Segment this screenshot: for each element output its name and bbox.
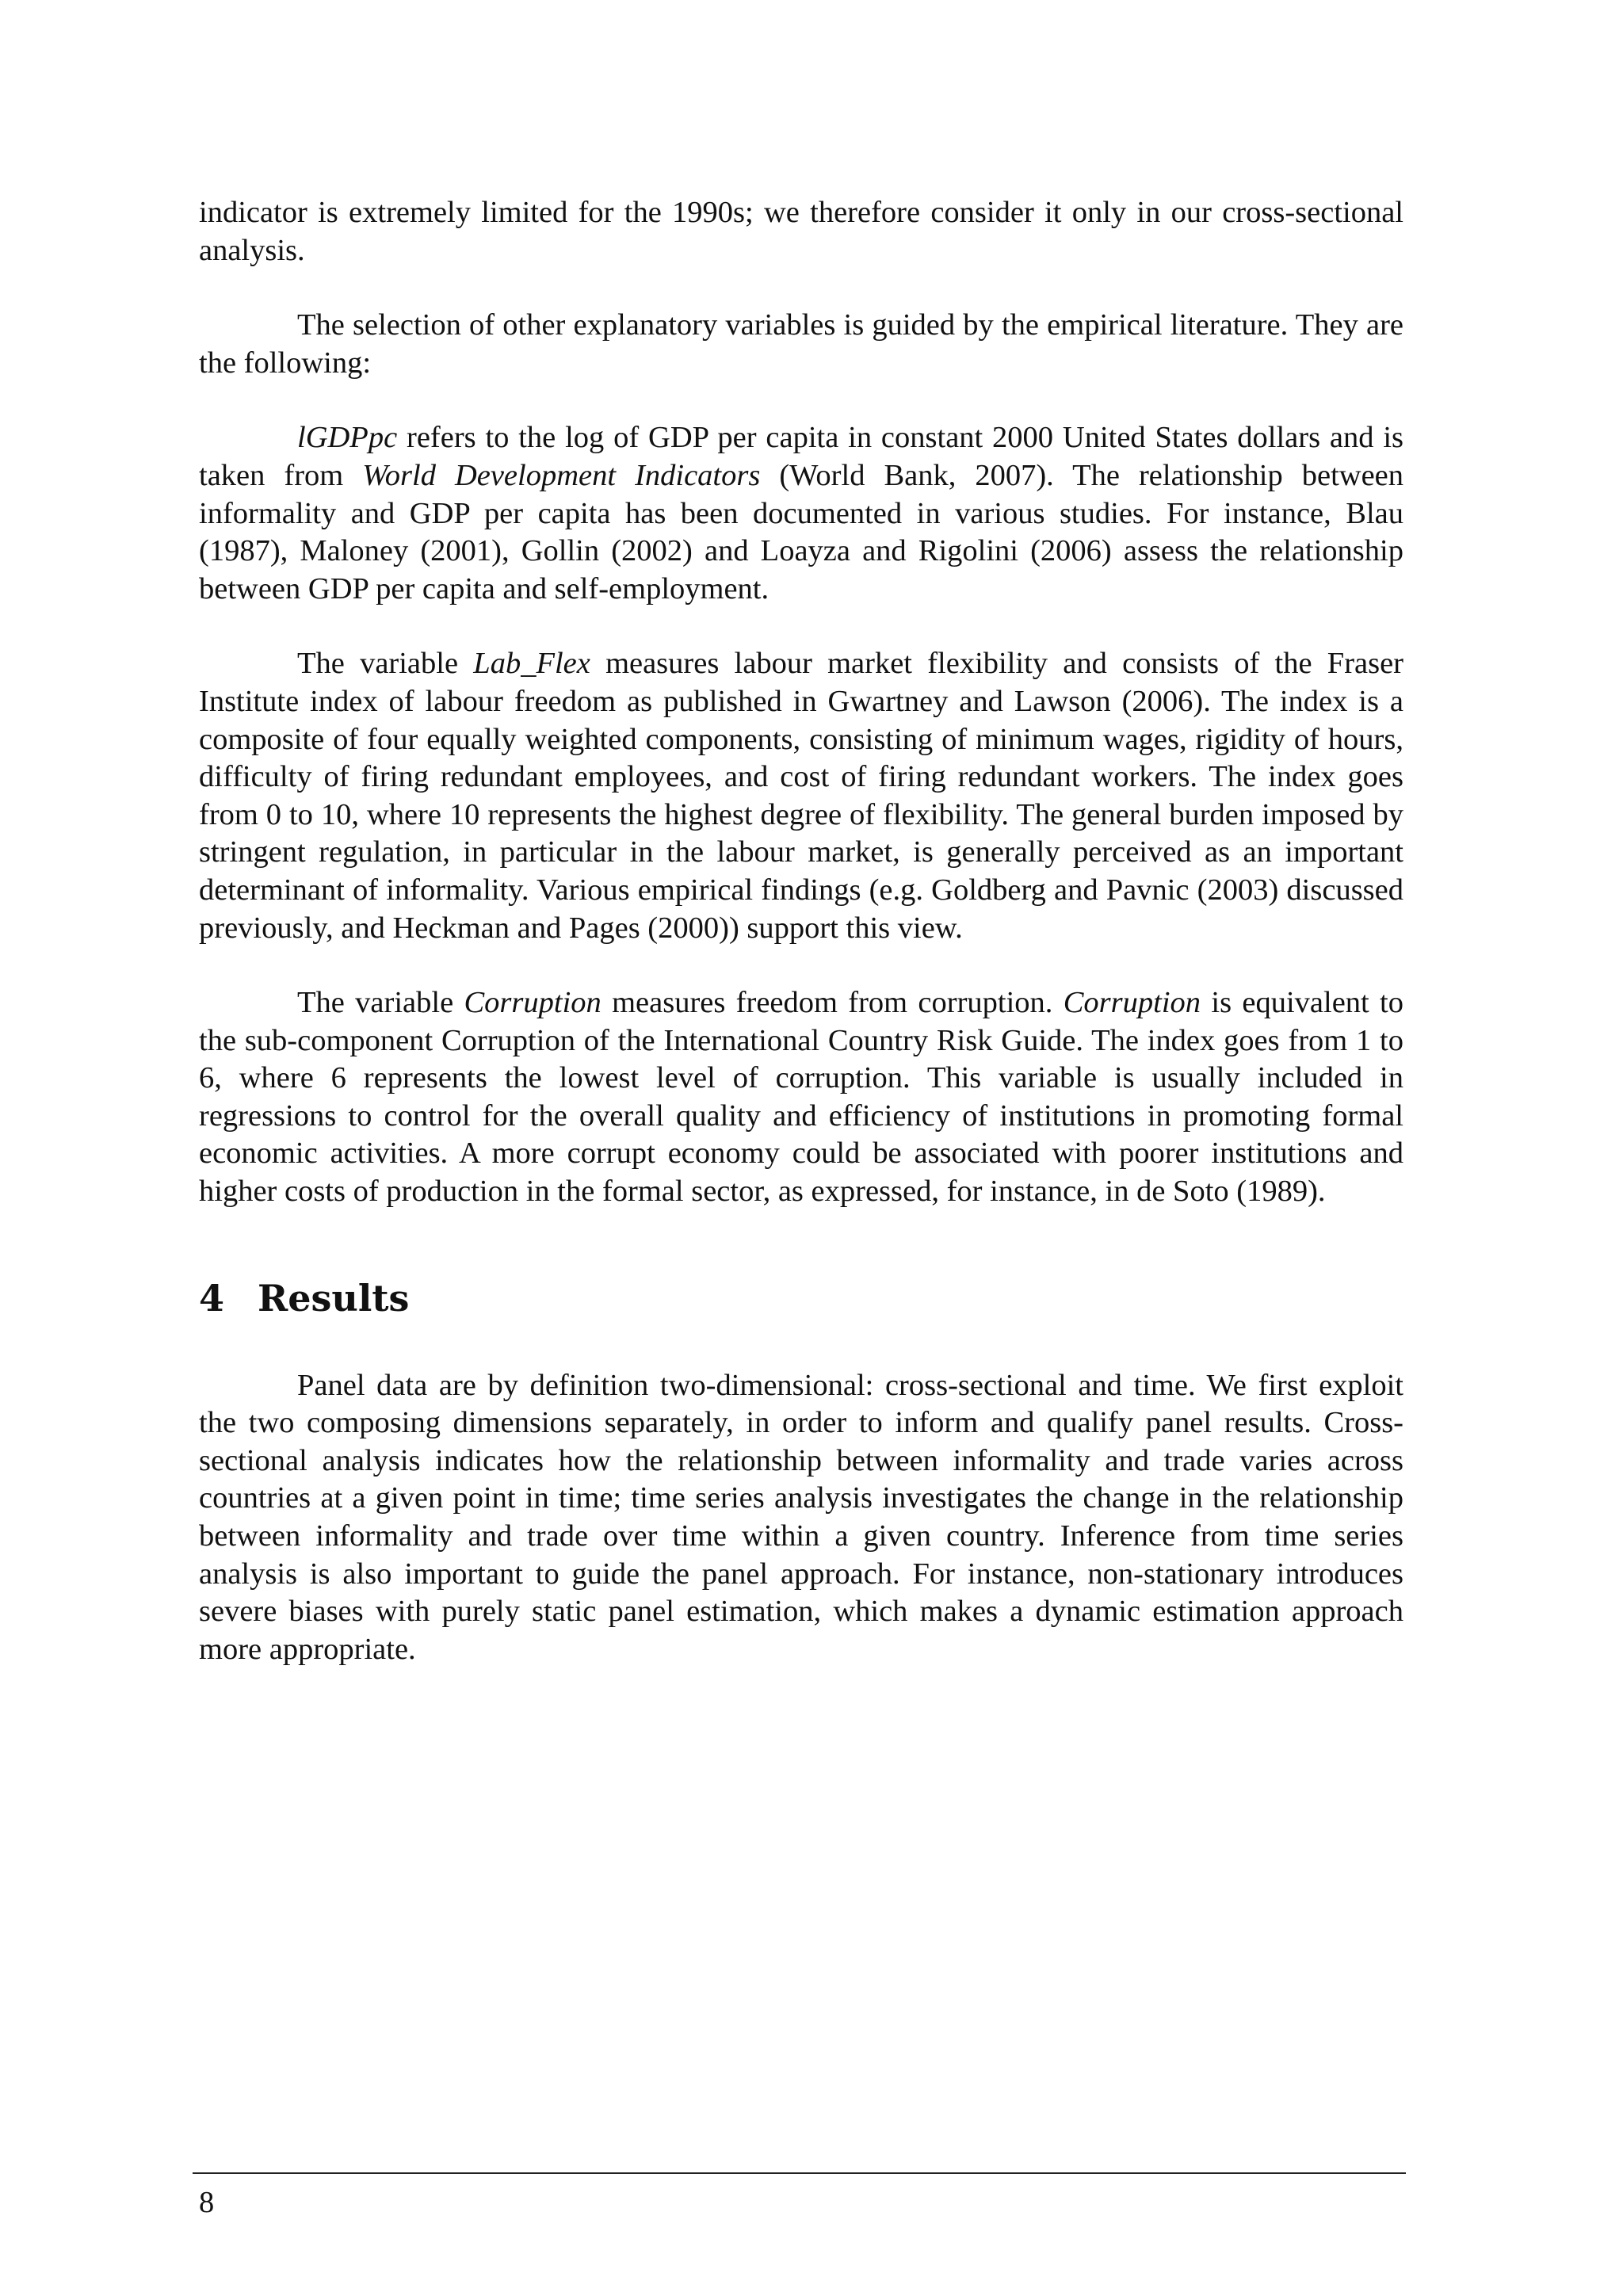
paragraph-corruption xyxy=(199,984,1403,1211)
paragraph-text: indicator is extremely limited for the 1990s; we therefore consider it only in our cross-sectional analysis. xyxy=(199,196,1403,267)
paragraph-text: The variable xyxy=(297,647,474,681)
paragraph-data-limitation xyxy=(199,194,1403,269)
variable-name: Corruption xyxy=(1063,986,1201,1020)
section-heading xyxy=(199,1274,1403,1322)
section-title: Results xyxy=(258,1276,410,1320)
paragraph-text: measures labour market flexibility and consists of the Fraser Institute index of labour freedom as published in Gwartney and Lawson (2006). The index is a composite of four equally weighted components, consisting of minimum wages, rigidity of hours, difficulty of firing redundant employees, and cost of firing redundant workers. The index goes from 0 to 10, where 10 represents the highest degree of flexibility. The general burden imposed by stringent regulation, in particular in the labour market, is generally perceived as an important determinant of informality. Various empirical findings (e.g. Goldberg and Pavnic (2003) discussed previously, and Heckman and Pages (2000)) support this view. xyxy=(199,647,1403,945)
paragraph-text: (World Bank, 2007). The relationship between informality and GDP per capita has been documented in various studies. For instance, Blau (1987), Maloney (2001), Gollin (2002) and Loayza and Rigolini (2006) assess the relationship between GDP per capita and self-employment. xyxy=(199,458,1404,606)
section-number: 4 xyxy=(199,1276,225,1320)
page-body xyxy=(199,194,1403,1706)
paragraph-lab-flex xyxy=(199,645,1403,947)
paragraph-panel-data xyxy=(199,1367,1403,1669)
page-number: 8 xyxy=(199,2186,215,2219)
variable-name: lGDPpc xyxy=(297,421,398,455)
source-title: World Development Indicators xyxy=(362,458,761,492)
paragraph-text: The variable xyxy=(297,986,464,1020)
paragraph-text: is equivalent to the sub-component Corruption of the International Country Risk Guide. The index goes from 1 to 6, where 6 represents the lowest level of corruption. This variable is usually included in regressions to control for the overall quality and efficiency of institutions in promoting formal economic activities. A more corrupt economy could be associated with poorer institutions and higher costs of production in the formal sector, as expressed, for instance, in de Soto (1989). xyxy=(199,986,1403,1209)
variable-name: Lab_Flex xyxy=(473,647,590,681)
paragraph-text: measures freedom from corruption. xyxy=(601,986,1064,1020)
paragraph-text: refers to the log of GDP per capita in constant 2000 United States dollars and is taken from xyxy=(199,421,1403,492)
variable-name: Corruption xyxy=(464,986,601,1020)
paragraph-text: The selection of other explanatory variables is guided by the empirical literature. They are the following: xyxy=(199,308,1403,380)
paragraph-text: Panel data are by definition two-dimensional: cross-sectional and time. We first exploit the two composing dimensions separately, in order to inform and qualify panel results. Cross-sectional analysis indicates how the relationship between informality and trade varies across countries at a given point in time; time series analysis investigates the change in the relationship between informality and trade over time within a given country. Inference from time series analysis is also important to guide the panel approach. For instance, non-stationary introduces severe biases with purely static panel estimation, which makes a dynamic estimation approach more appropriate. xyxy=(199,1368,1403,1666)
paragraph-explanatory-variables xyxy=(199,307,1403,382)
paragraph-lgdppc xyxy=(199,419,1403,608)
footer-divider xyxy=(193,2172,1406,2174)
